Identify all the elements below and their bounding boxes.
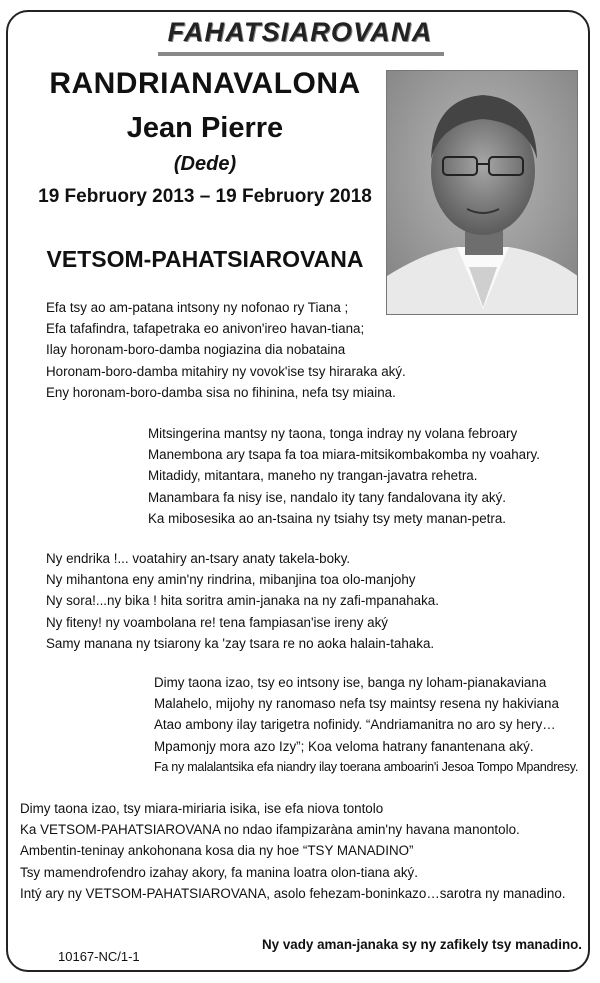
stanza-line: Malahelo, mijohy ny ranomaso nefa tsy maintsy resena ny hakiviana xyxy=(154,696,559,712)
stanza-line: Ny sora!...ny bika ! hita soritra amin-janaka na ny zafi-mpanahaka. xyxy=(46,593,439,609)
stanza-line: Ambentin-teninay ankohonana kosa dia ny hoe “TSY MANADINO” xyxy=(20,843,414,859)
stanza-line: Efa tafafindra, tafapetraka eo anivon'ireo havan-tiana; xyxy=(46,321,365,337)
stanza-line: Intý ary ny VETSOM-PAHATSIAROVANA, asolo fehezam-boninkazo…sarotra ny manadino. xyxy=(20,885,566,901)
stanza-line: Samy manana ny tsiarony ka 'zay tsara re no aoka halain-tahaka. xyxy=(46,635,435,651)
deceased-given-name: Jean Pierre xyxy=(126,112,284,144)
deceased-nickname: (Dede) xyxy=(173,153,237,175)
title-underline xyxy=(158,52,444,56)
stanza-4 xyxy=(154,672,578,778)
portrait-photo xyxy=(386,70,578,315)
stanza-line: Ny endrika !... voatahiry an-tsary anaty takela-boky. xyxy=(46,551,351,566)
stanza-2 xyxy=(148,423,540,529)
stanza-line: Ka VETSOM-PAHATSIAROVANA no ndao ifampizaràna amin'ny havana manontolo. xyxy=(20,822,520,838)
stanza-line: Dimy taona izao, tsy miara-miriaria isika, ise efa niova tontolo xyxy=(20,801,384,816)
stanza-line: Dimy taona izao, tsy eo intsony ise, banga ny loham-pianakaviana xyxy=(154,675,547,690)
stanza-line: Manambara fa nisy ise, nandalo ity tany fandalovana ity aký. xyxy=(148,489,507,505)
stanza-line: Mitadidy, mitantara, maneho ny trangan-javatra rehetra. xyxy=(148,468,478,484)
stanza-line: Mitsingerina mantsy ny taona, tonga indray ny volana febroary xyxy=(148,426,518,441)
stanza-line: Atao ambony ilay tarigetra nofinidy. “Andriamanitra no aro sy hery… xyxy=(154,717,556,733)
stanza-line: Ny mihantona eny amin'ny rindrina, mibanjina toa olo-manjohy xyxy=(46,572,416,588)
stanza-3 xyxy=(46,548,439,654)
stanza-1 xyxy=(46,297,406,403)
stanza-line: Mpamonjy mora azo Izy”; Koa veloma hatrany fanantenana aký. xyxy=(154,738,534,754)
stanza-line: Fa ny malalantsika efa niandry ilay toerana amboarin'i Jesoa Tompo Mpandresy. xyxy=(154,759,579,774)
notice-subtitle: VETSOM-PAHATSIAROVANA xyxy=(46,246,364,272)
stanza-line: Tsy mamendrofendro izahay akory, fa manina loatra olon-tiana aký. xyxy=(20,864,418,880)
memorial-dates: 19 Februory 2013 – 19 Februory 2018 xyxy=(38,186,372,207)
stanza-line: Efa tsy ao am-patana intsony ny nofonao ry Tiana ; xyxy=(46,300,349,315)
closing-signature: Ny vady aman-janaka sy ny zafikely tsy manadino. xyxy=(262,937,583,952)
stanza-line: Ilay horonam-boro-damba nogiazina dia nobataina xyxy=(46,342,346,358)
stanza-5 xyxy=(20,798,566,904)
portrait-photo-icon xyxy=(387,71,578,315)
stanza-line: Horonam-boro-damba mitahiry ny vovok'ise tsy hiraraka aký. xyxy=(46,363,406,379)
stanza-line: Manembona ary tsapa fa toa miara-mitsikombakomba ny voahary. xyxy=(148,447,540,463)
notice-title: FAHATSIAROVANA xyxy=(150,12,450,52)
stanza-line: Ny fiteny! ny voambolana re! tena fampiasan'ise ireny aký xyxy=(46,614,388,630)
stanza-line: Ka mibosesika ao an-tsaina ny tsiahy tsy mety manan-petra. xyxy=(148,510,506,526)
deceased-surname: RANDRIANAVALONA xyxy=(49,67,361,100)
stanza-line: Eny horonam-boro-damba sisa no fihinina, nefa tsy miaina. xyxy=(46,384,396,400)
reference-code: 10167-NC/1-1 xyxy=(58,949,140,964)
